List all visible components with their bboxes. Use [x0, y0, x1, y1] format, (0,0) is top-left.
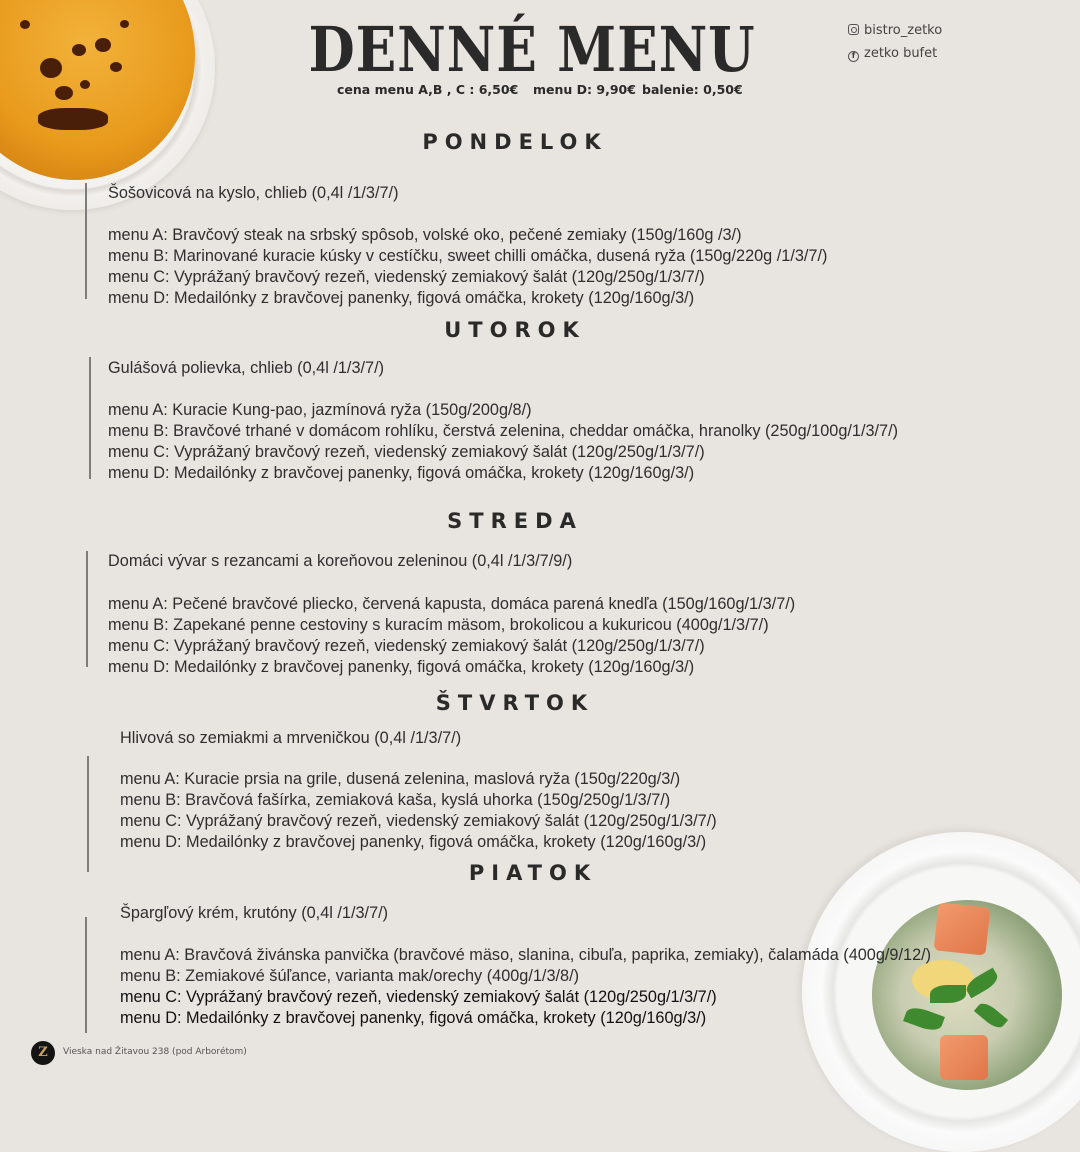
herb-leaf: [930, 985, 966, 1003]
section-divider: [85, 917, 87, 1033]
facebook-icon: f: [848, 51, 859, 62]
soup-item: Hlivová so zemiakmi a mrveničkou (0,4l /1/3/7/): [120, 729, 462, 747]
menu-item: menu C: Vyprážaný bravčový rezeň, viedenský zemiakový šalát (120g/250g/1/3/7/): [120, 812, 717, 830]
section-divider: [87, 756, 89, 872]
menu-item: menu C: Vyprážaný bravčový rezeň, viedenský zemiakový šalát (120g/250g/1/3/7/): [108, 268, 705, 286]
menu-item: menu C: Vyprážaný bravčový rezeň, viedenský zemiakový šalát (120g/250g/1/3/7/): [120, 988, 717, 1006]
menu-item: menu D: Medailónky z bravčovej panenky, figová omáčka, krokety (120g/160g/3/): [120, 833, 707, 851]
address: Vieska nad Žitavou 238 (pod Arborétom): [63, 1047, 247, 1057]
bistro-logo: Z: [31, 1041, 55, 1065]
menu-item: menu D: Medailónky z bravčovej panenky, figová omáčka, krokety (120g/160g/3/): [108, 464, 695, 482]
section-divider: [86, 551, 88, 667]
facebook-link[interactable]: [848, 46, 937, 62]
section-divider: [85, 183, 87, 299]
salmon-piece: [940, 1035, 988, 1080]
menu-item: menu A: Bravčový steak na srbský spôsob, volské oko, pečené zemiaky (150g/160g /3/): [108, 226, 742, 244]
menu-item: menu D: Medailónky z bravčovej panenky, figová omáčka, krokety (120g/160g/3/): [108, 658, 695, 676]
salmon-piece: [934, 902, 991, 955]
menu-item: menu B: Zapekané penne cestoviny s kuracím mäsom, brokolicou a kukuricou (400g/1/3/7/): [108, 616, 769, 634]
day-heading-pondelok: PONDELOK: [422, 130, 608, 154]
oil-drop: [20, 20, 30, 29]
menu-item: menu A: Bravčová živánska panvička (bravčové mäso, slanina, cibuľa, paprika, zemiaky), čalamáda (400g/9/12/): [120, 946, 932, 964]
soup-item: Špargľový krém, krutóny (0,4l /1/3/7/): [120, 904, 389, 922]
page-title: DENNÉ MENU: [308, 13, 756, 86]
facebook-handle: zetko bufet: [864, 46, 938, 61]
price-abc: cena menu A,B , C : 6,50€: [337, 82, 519, 97]
instagram-handle: bistro_zetko: [864, 23, 943, 38]
menu-item: menu B: Marinované kuracie kúsky v cestíčku, sweet chilli omáčka, dusená ryža (150g/220g /1/3/7/): [108, 247, 828, 265]
oil-drop: [55, 86, 73, 100]
day-heading-streda: STREDA: [447, 509, 583, 533]
menu-item: menu A: Pečené bravčové pliecko, červená kapusta, domáca parená knedľa (150g/160g/1/3/7/): [108, 595, 796, 613]
soup-item: Gulášová polievka, chlieb (0,4l /1/3/7/): [108, 359, 385, 377]
menu-item: menu A: Kuracie prsia na grile, dusená zelenina, maslová ryža (150g/220g/3/): [120, 770, 681, 788]
price-d: menu D: 9,90€: [533, 82, 636, 97]
day-heading-stvrtok: ŠTVRTOK: [435, 691, 595, 715]
menu-item: menu C: Vyprážaný bravčový rezeň, viedenský zemiakový šalát (120g/250g/1/3/7/): [108, 443, 705, 461]
soup-item: Domáci vývar s rezancami a koreňovou zeleninou (0,4l /1/3/7/9/): [108, 552, 573, 570]
packaging-price: balenie: 0,50€: [642, 82, 743, 97]
instagram-icon: [848, 24, 859, 35]
menu-item: menu A: Kuracie Kung-pao, jazmínová ryža (150g/200g/8/): [108, 401, 532, 419]
menu-item: menu C: Vyprážaný bravčový rezeň, viedenský zemiakový šalát (120g/250g/1/3/7/): [108, 637, 705, 655]
menu-item: menu D: Medailónky z bravčovej panenky, figová omáčka, krokety (120g/160g/3/): [120, 1009, 707, 1027]
oil-swirl: [38, 108, 108, 130]
day-heading-piatok: PIATOK: [468, 861, 598, 885]
menu-item: menu B: Bravčové trhané v domácom rohlíku, čerstvá zelenina, cheddar omáčka, hranolky (250g/100g/1/3/7/): [108, 422, 899, 440]
section-divider: [89, 357, 91, 479]
oil-drop: [40, 58, 62, 78]
menu-item: menu D: Medailónky z bravčovej panenky, figová omáčka, krokety (120g/160g/3/): [108, 289, 695, 307]
menu-item: menu B: Bravčová fašírka, zemiaková kaša, kyslá uhorka (150g/250g/1/3/7/): [120, 791, 671, 809]
day-heading-utorok: UTOROK: [444, 318, 586, 342]
menu-item: menu B: Zemiakové šúľance, varianta mak/orechy (400g/1/3/8/): [120, 967, 580, 985]
instagram-link[interactable]: [848, 23, 942, 38]
soup-item: Šošovicová na kyslo, chlieb (0,4l /1/3/7/): [108, 184, 399, 202]
